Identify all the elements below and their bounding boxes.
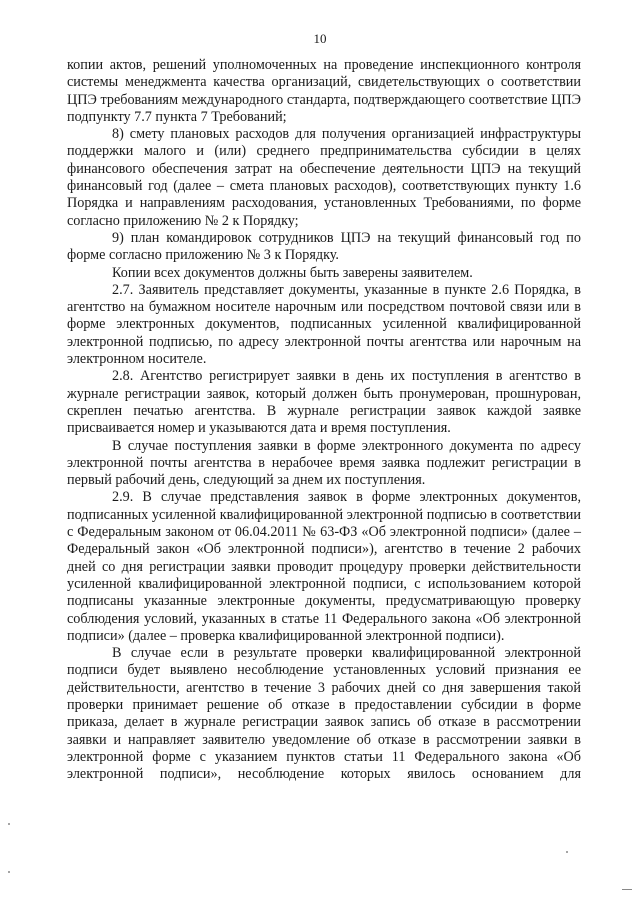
scan-speck	[8, 823, 10, 825]
scan-mark	[622, 889, 632, 890]
paragraph-item-8: 8) смету плановых расходов для получения организацией инфраструктуры поддержки малого и (или) среднего предпринимательства субсидии в целях финансового обеспечения затрат на обеспечение деятельности ЦПЭ на текущий финансовый год (далее – смета плановых расходов), соответствующих пункту 1.6 Порядка и направлениям расходования, установленных Требованиями, по форме согласно приложению № 2 к Порядку;	[67, 126, 581, 229]
paragraph-2-7: 2.7. Заявитель представляет документы, указанные в пункте 2.6 Порядка, в агентство на бумажном носителе нарочным или посредством почтовой связи или в форме электронных документов, подписанных усиленной квалифицированной электронной подписью, по адресу электронной почты агентства или нарочным на электронном носителе.	[67, 281, 581, 368]
page-number: 10	[313, 31, 327, 46]
document-body	[67, 57, 581, 783]
paragraph-2-9: 2.9. В случае представления заявок в форме электронных документов, подписанных усиленной квалифицированной электронной подписью в соответствии с Федеральным законом от 06.04.2011 № 63-ФЗ «Об электронной подписи» (далее – Федеральный закон «Об электронной подписи»), агентство в течение 2 рабочих дней со дня регистрации заявки проводит процедуру проверки действительности усиленной квалифицированной электронной подписи, с использованием которой подписаны указанные электронные документы, предусматривающую проверку соблюдения условий, указанных в статье 11 Федерального закона «Об электронной подписи» (далее – проверка квалифицированной электронной подписи).	[67, 489, 581, 644]
scan-speck	[8, 871, 10, 873]
paragraph-2-8: 2.8. Агентство регистрирует заявки в день их поступления в агентство в журнале регистрации заявок, который должен быть пронумерован, прошнурован, скреплен печатью агентства. В журнале регистрации заявок каждой заявке присваивается номер и указываются дата и время поступления.	[67, 368, 581, 437]
paragraph-copies-certified: Копии всех документов должны быть заверены заявителем.	[112, 264, 473, 281]
scan-speck	[566, 851, 568, 853]
paragraph-electronic-receipt: В случае поступления заявки в форме электронного документа по адресу электронной почты агентства в нерабочее время заявка подлежит регистрации в первый рабочий день, следующий за днем их поступления.	[67, 437, 581, 489]
paragraph-copies-acts: копии актов, решений уполномоченных на проведение инспекционного контроля системы менеджмента качества организаций, свидетельствующих о соответствии ЦПЭ требованиям международного стандарта, подтверждающего соответствие ЦПЭ подпункту 7.7 пункта 7 Требований;	[67, 57, 581, 125]
paragraph-verification-result: В случае если в результате проверки квалифицированной электронной подписи будет выявлено несоблюдение установленных условий признания ее действительности, агентство в течение 3 рабочих дней со дня завершения такой проверки принимает решение об отказе в предоставлении субсидии в форме приказа, делает в журнале регистрации заявок запись об отказе в рассмотрении заявки и направляет заявителю уведомление об отказе в рассмотрении заявки в электронной форме с указанием пунктов статьи 11 Федерального закона «Об электронной подписи», несоблюдение которых явилось основанием для	[67, 645, 581, 783]
paragraph-item-9: 9) план командировок сотрудников ЦПЭ на текущий финансовый год по форме согласно приложению № 3 к Порядку.	[67, 229, 581, 264]
